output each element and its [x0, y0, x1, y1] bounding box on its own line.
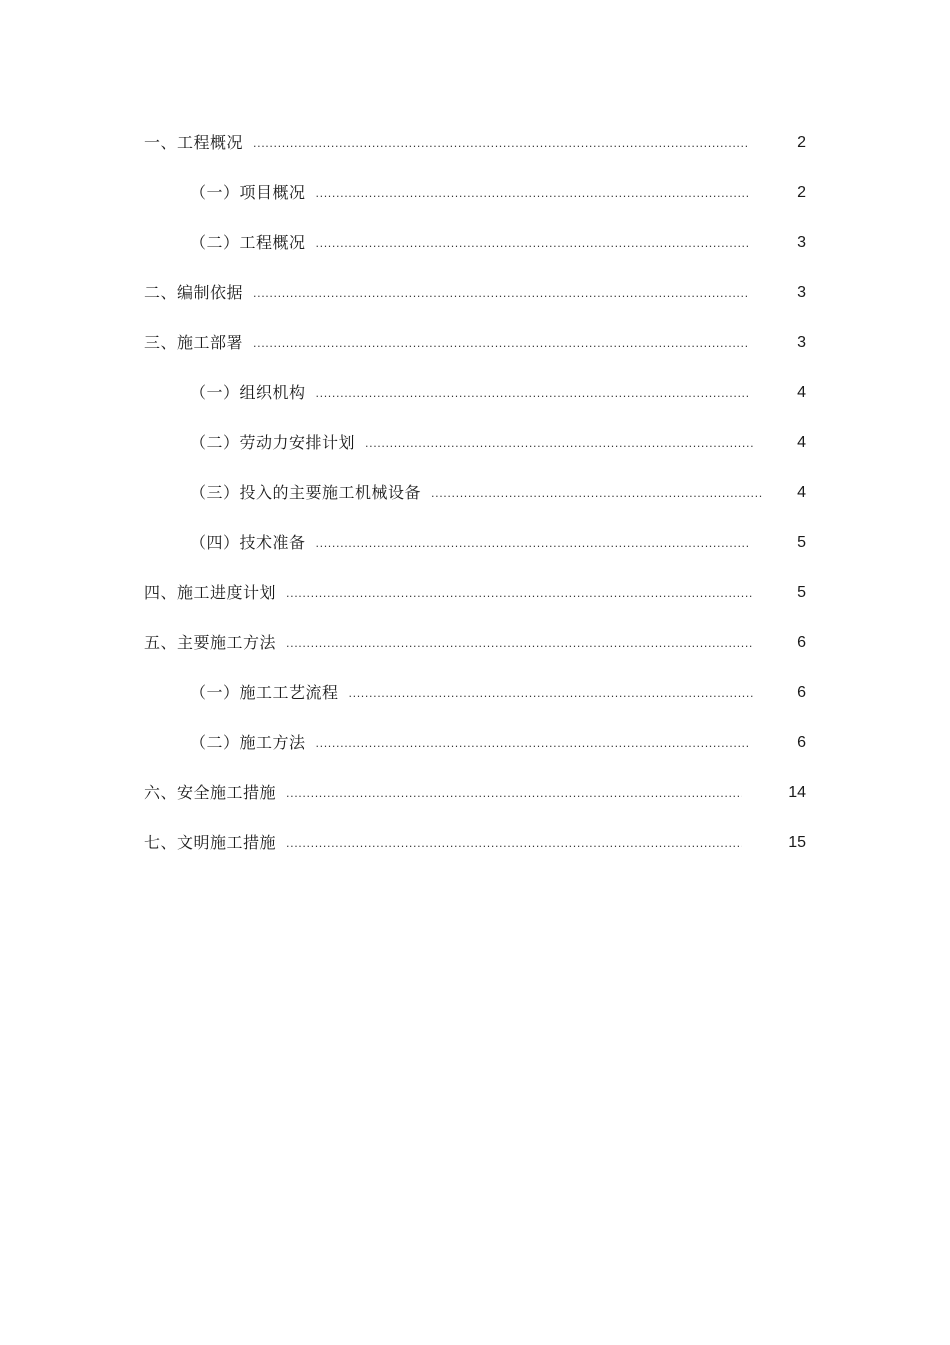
- toc-entry-title: （一）项目概况: [190, 183, 306, 202]
- toc-entry-title: （二）施工方法: [190, 733, 306, 752]
- dot-leader: [286, 631, 752, 655]
- toc-entry[interactable]: [144, 331, 756, 355]
- toc-page-number: 3: [797, 334, 806, 351]
- dot-leader: [286, 781, 742, 805]
- toc-entry-title: （四）技术准备: [190, 533, 306, 552]
- toc-page-number: 4: [797, 384, 806, 401]
- toc-page-number: 3: [797, 234, 806, 251]
- dot-leader: [365, 431, 754, 455]
- toc-page-number: 4: [797, 484, 806, 501]
- dot-leader: [253, 331, 748, 355]
- dot-leader: [316, 531, 750, 555]
- toc-page-number: 5: [797, 584, 806, 601]
- toc-entry-title: （二）工程概况: [190, 233, 306, 252]
- dot-leader: [286, 831, 742, 855]
- toc-entry-title: （三）投入的主要施工机械设备: [190, 483, 422, 502]
- toc-page-number: 6: [797, 634, 806, 651]
- toc-entry-title: 五、主要施工方法: [144, 633, 277, 652]
- dot-leader: [316, 181, 750, 205]
- toc-entry[interactable]: [190, 231, 758, 255]
- toc-page-number: 3: [797, 284, 806, 301]
- toc-page-number: 5: [797, 534, 806, 551]
- toc-page-number: 14: [788, 784, 806, 801]
- toc-entry-title: （二）劳动力安排计划: [190, 433, 356, 452]
- toc-entry[interactable]: [144, 781, 750, 805]
- toc-entry[interactable]: [190, 681, 762, 705]
- toc-entry-title: 三、施工部署: [144, 333, 244, 352]
- dot-leader: [316, 381, 750, 405]
- toc-entry[interactable]: [190, 181, 758, 205]
- toc-entry-title: 二、编制依据: [144, 283, 244, 302]
- toc-entry-title: （一）施工工艺流程: [190, 683, 339, 702]
- toc-page-number: 4: [797, 434, 806, 451]
- toc-page-number: 2: [797, 184, 806, 201]
- toc-entry[interactable]: [144, 831, 750, 855]
- dot-leader: [316, 731, 750, 755]
- toc-entry-title: 七、文明施工措施: [144, 833, 277, 852]
- dot-leader: [431, 481, 762, 505]
- toc-entry[interactable]: [190, 481, 770, 505]
- toc-entry[interactable]: [144, 581, 760, 605]
- toc-entry[interactable]: [190, 381, 758, 405]
- toc-entry-title: 一、工程概况: [144, 133, 244, 152]
- dot-leader: [286, 581, 752, 605]
- toc-entry[interactable]: [190, 431, 762, 455]
- toc-entry-title: 四、施工进度计划: [144, 583, 277, 602]
- dot-leader: [349, 681, 754, 705]
- toc-entry-title: （一）组织机构: [190, 383, 306, 402]
- toc-page-number: 6: [797, 734, 806, 751]
- dot-leader: [253, 281, 748, 305]
- toc-entry[interactable]: [190, 731, 758, 755]
- toc-entry[interactable]: [190, 531, 758, 555]
- toc-page-number: 2: [797, 134, 806, 151]
- dot-leader: [253, 131, 748, 155]
- toc-entry[interactable]: [144, 281, 756, 305]
- toc-page-number: 15: [788, 834, 806, 851]
- dot-leader: [316, 231, 750, 255]
- toc-page-number: 6: [797, 684, 806, 701]
- toc-entry[interactable]: [144, 631, 760, 655]
- toc-entry-title: 六、安全施工措施: [144, 783, 277, 802]
- toc-entry[interactable]: [144, 131, 756, 155]
